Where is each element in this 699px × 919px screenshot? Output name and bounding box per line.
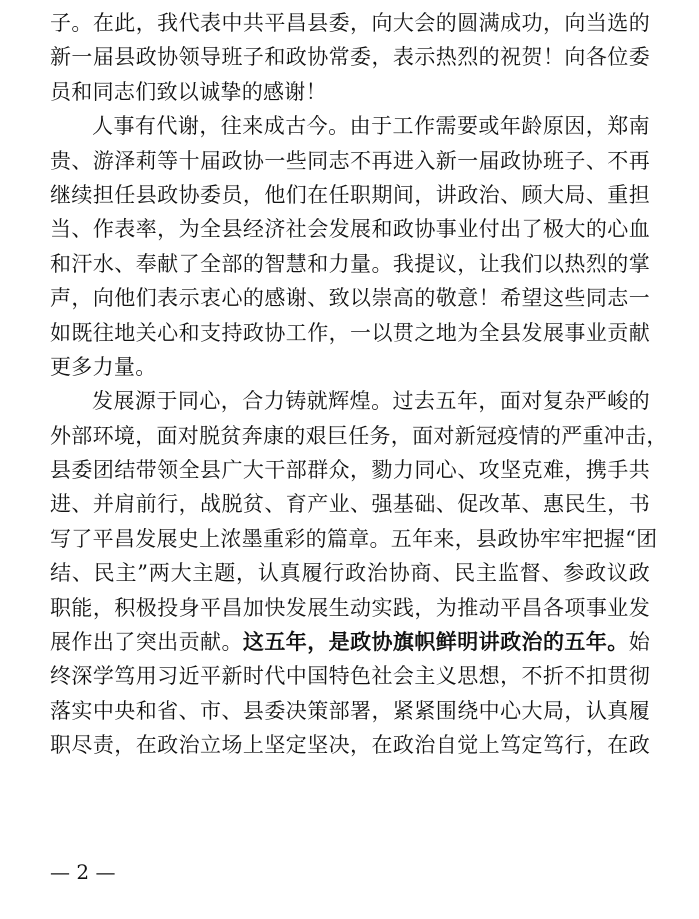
- text-line: 终深学笃用习近平新时代中国特色社会主义思想，不折不扣贯彻: [50, 664, 650, 689]
- text-segment: 展作出了突出贡献。: [50, 630, 243, 655]
- text-line-mixed: [50, 625, 650, 659]
- text-line: 子。在此，我代表中共平昌县委，向大会的圆满成功，向当选的: [50, 11, 650, 35]
- text-line: 职尽责，在政治立场上坚定坚决，在政治自觉上笃定笃行，在政: [50, 733, 650, 758]
- text-line: 当、作表率，为全县经济社会发展和政协事业付出了极大的心血: [50, 217, 650, 242]
- text-line: 进、并肩前行，战脱贫、育产业、强基础、促改革、惠民生，书: [50, 492, 650, 517]
- text-line: 新一届县政协领导班子和政协常委，表示热烈的祝贺！向各位委: [50, 45, 650, 70]
- text-line: 如既往地关心和支持政协工作，一以贯之地为全县发展事业贡献: [50, 320, 650, 345]
- text-line: 和汗水、奉献了全部的智慧和力量。我提议，让我们以热烈的掌: [50, 251, 650, 276]
- document-page: [50, 6, 668, 763]
- paragraph-start-line: 人事有代谢，往来成古今。由于工作需要或年龄原因，郑南: [92, 114, 650, 139]
- bold-heading-sentence: 这五年，是政协旗帜鲜明讲政治的五年。: [242, 629, 629, 655]
- text-segment: 始: [628, 630, 651, 655]
- page-number: — 2 —: [50, 860, 116, 884]
- text-line: 员和同志们致以诚挚的感谢！: [50, 79, 327, 104]
- text-line: 声，向他们表示衷心的感谢、致以崇高的敬意！希望这些同志一: [50, 286, 650, 311]
- text-line: 县委团结带领全县广大干部群众，勠力同心、攻坚克难，携手共: [50, 458, 650, 483]
- text-line: 职能，积极投身平昌加快发展生动实践，为推动平昌各项事业发: [50, 595, 650, 620]
- text-line: 结、民主”两大主题，认真履行政治协商、民主监督、参政议政: [50, 561, 650, 586]
- text-line: 继续担任县政协委员，他们在任职期间，讲政治、顾大局、重担: [50, 182, 650, 207]
- text-line: 更多力量。: [50, 354, 157, 379]
- text-line: 落实中央和省、市、县委决策部署，紧紧围绕中心大局，认真履: [50, 698, 650, 723]
- paragraph-start-line: 发展源于同心，合力铸就辉煌。过去五年，面对复杂严峻的: [92, 389, 650, 414]
- text-line: 外部环境，面对脱贫奔康的艰巨任务，面对新冠疫情的严重冲击，: [50, 423, 668, 448]
- text-line: 写了平昌发展史上浓墨重彩的篇章。五年来，县政协牢牢把握“团: [50, 526, 658, 551]
- text-line: 贵、游泽莉等十届政协一些同志不再进入新一届政协班子、不再: [50, 148, 650, 173]
